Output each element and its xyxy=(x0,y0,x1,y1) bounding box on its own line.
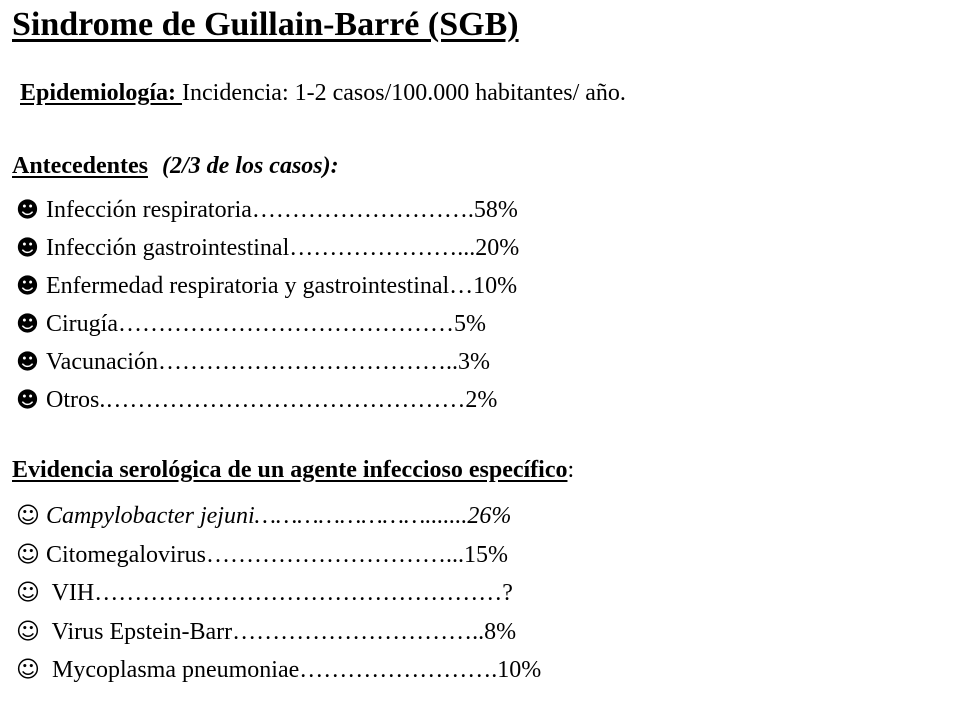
epidemiology-label: Epidemiología: xyxy=(20,80,183,106)
list-item-text: Infección gastrointestinal…………………...20% xyxy=(46,235,520,261)
list-item xyxy=(16,267,519,305)
smiley-filled-icon: ☻ xyxy=(16,274,39,299)
list-item-text: Campylobacter jejuni…………………….......26% xyxy=(46,503,512,529)
smiley-filled-icon: ☻ xyxy=(16,312,39,337)
list-item xyxy=(16,381,519,419)
list-item xyxy=(16,497,541,536)
list-item xyxy=(16,229,519,267)
list-item xyxy=(16,613,541,652)
list-item-text: Infección respiratoria……………………….58% xyxy=(46,197,518,223)
smiley-outline-icon: ☺ xyxy=(16,503,40,529)
list-item xyxy=(16,536,541,575)
antecedentes-heading-label: Antecedentes xyxy=(12,153,148,179)
list-item-text: Vacunación………………………………..3% xyxy=(46,349,490,375)
smiley-filled-icon: ☻ xyxy=(16,350,39,375)
list-item-text: Mycoplasma pneumoniae…………………….10% xyxy=(46,657,542,683)
antecedentes-note: (2/3 de los casos): xyxy=(161,153,339,179)
list-item xyxy=(16,574,541,613)
smiley-outline-icon: ☺ xyxy=(16,580,40,606)
smiley-outline-icon: ☺ xyxy=(16,657,40,683)
smiley-outline-icon: ☺ xyxy=(16,618,40,645)
epidemiology-text: Incidencia: 1-2 casos/100.000 habitantes/ año. xyxy=(182,80,626,106)
list-item xyxy=(16,343,519,381)
list-item-text: Cirugía……………………………………5% xyxy=(46,311,486,337)
evidencia-heading-label: Evidencia serológica de un agente infeccioso específico xyxy=(12,457,568,483)
list-item-text: Otros.………………………………………2% xyxy=(46,387,498,413)
smiley-filled-icon: ☻ xyxy=(16,236,39,261)
list-item-text: Enfermedad respiratoria y gastrointestinal…10% xyxy=(46,273,518,299)
smiley-filled-icon: ☻ xyxy=(16,198,39,223)
list-item xyxy=(16,651,541,690)
list-item-text: Citomegalovirus…………………………...15% xyxy=(46,541,508,568)
antecedentes-list xyxy=(16,191,519,419)
list-item xyxy=(16,305,519,343)
epidemiology-line xyxy=(20,80,626,107)
page-title: Sindrome de Guillain-Barré (SGB) xyxy=(12,6,519,43)
list-item-text: Virus Epstein-Barr…………………………..8% xyxy=(46,618,517,645)
smiley-filled-icon: ☻ xyxy=(16,388,39,413)
list-item xyxy=(16,191,519,229)
evidencia-heading xyxy=(12,457,574,484)
list-item-text: VIH……………………………………………? xyxy=(46,580,513,606)
smiley-outline-icon: ☺ xyxy=(16,541,40,568)
evidencia-list xyxy=(16,497,541,690)
antecedentes-heading xyxy=(12,153,339,180)
evidencia-heading-colon: : xyxy=(567,457,575,483)
